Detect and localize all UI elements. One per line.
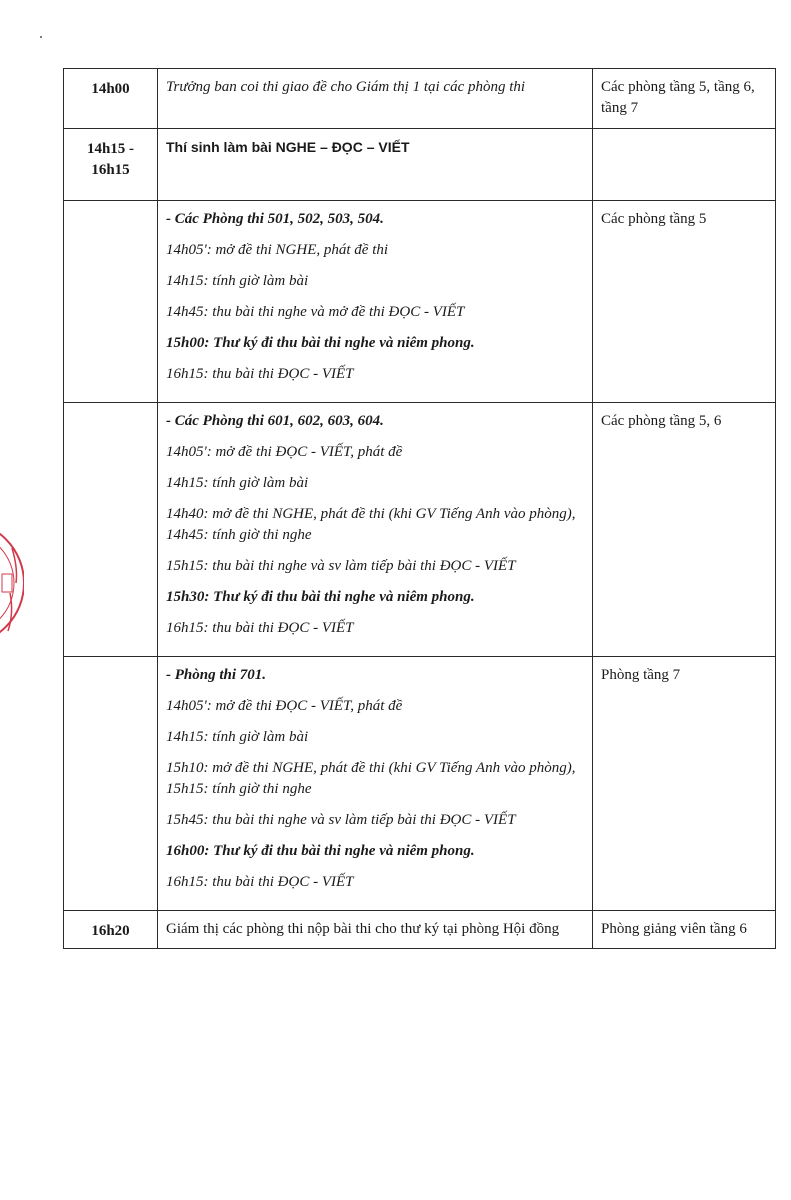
group-title: - Các Phòng thi 501, 502, 503, 504. bbox=[166, 211, 384, 227]
description-text: Thí sinh làm bài NGHE – ĐỌC – VIẾT bbox=[166, 139, 410, 155]
step-text: 14h05': mở đề thi NGHE, phát đề thi bbox=[166, 242, 389, 258]
group-title: - Các Phòng thi 601, 602, 603, 604. bbox=[166, 413, 384, 429]
table-row bbox=[64, 69, 776, 129]
step-text: 14h15: tính giờ làm bài bbox=[166, 729, 309, 745]
table-row bbox=[64, 403, 776, 657]
step-text: 14h05': mở đề thi ĐỌC - VIẾT, phát đề bbox=[166, 698, 403, 714]
description-cell bbox=[158, 403, 593, 657]
step-text: 14h40: mở đề thi NGHE, phát đề thi (khi GV Tiếng Anh vào phòng), 14h45: tính giờ thi nghe bbox=[166, 506, 576, 543]
location-cell bbox=[593, 129, 776, 201]
table-row bbox=[64, 129, 776, 201]
step-text: 16h00: Thư ký đi thu bài thi nghe và niêm phong. bbox=[166, 843, 475, 859]
time-cell bbox=[64, 201, 158, 403]
table-row bbox=[64, 657, 776, 911]
description-cell bbox=[158, 657, 593, 911]
time-cell bbox=[64, 403, 158, 657]
description-cell bbox=[158, 69, 593, 129]
description-cell bbox=[158, 201, 593, 403]
time-end: 16h15 bbox=[91, 162, 130, 178]
group-title: - Phòng thi 701. bbox=[166, 667, 267, 683]
description-cell bbox=[158, 129, 593, 201]
step-text: 14h45: thu bài thi nghe và mở đề thi ĐỌC - VIẾT bbox=[166, 304, 465, 320]
location-text: Phòng tầng 7 bbox=[601, 667, 681, 683]
step-text: 14h15: tính giờ làm bài bbox=[166, 475, 309, 491]
time-start: 14h15 - bbox=[86, 141, 135, 157]
location-cell bbox=[593, 657, 776, 911]
time-cell bbox=[64, 129, 158, 201]
time-cell bbox=[64, 657, 158, 911]
location-cell bbox=[593, 403, 776, 657]
step-text: 16h15: thu bài thi ĐỌC - VIẾT bbox=[166, 874, 354, 890]
step-text: 14h15: tính giờ làm bài bbox=[166, 273, 309, 289]
description-cell bbox=[158, 911, 593, 949]
step-text: 16h15: thu bài thi ĐỌC - VIẾT bbox=[166, 366, 354, 382]
location-text: Phòng giảng viên tầng 6 bbox=[601, 921, 747, 937]
location-text: Các phòng tầng 5, tầng 6, tầng 7 bbox=[601, 79, 755, 116]
exam-schedule-table bbox=[63, 68, 776, 949]
description-text: Giám thị các phòng thi nộp bài thi cho thư ký tại phòng Hội đồng bbox=[166, 921, 560, 937]
step-text: 15h00: Thư ký đi thu bài thi nghe và niêm phong. bbox=[166, 335, 475, 351]
time-cell: 16h20 bbox=[64, 911, 158, 949]
location-text: Các phòng tầng 5, 6 bbox=[601, 413, 722, 429]
location-cell bbox=[593, 201, 776, 403]
description-text: Trưởng ban coi thi giao đề cho Giám thị 1 tại các phòng thi bbox=[166, 79, 526, 95]
table-row bbox=[64, 911, 776, 949]
step-text: 15h45: thu bài thi nghe và sv làm tiếp bài thi ĐỌC - VIẾT bbox=[166, 812, 516, 828]
location-text: Các phòng tầng 5 bbox=[601, 211, 707, 227]
step-text: 16h15: thu bài thi ĐỌC - VIẾT bbox=[166, 620, 354, 636]
location-cell bbox=[593, 69, 776, 129]
table-row bbox=[64, 201, 776, 403]
step-text: 15h30: Thư ký đi thu bài thi nghe và niêm phong. bbox=[166, 589, 475, 605]
scan-speck bbox=[40, 36, 42, 38]
step-text: 14h05': mở đề thi ĐỌC - VIẾT, phát đề bbox=[166, 444, 403, 460]
step-text: 15h10: mở đề thi NGHE, phát đề thi (khi GV Tiếng Anh vào phòng), 15h15: tính giờ thi nghe bbox=[166, 760, 576, 797]
step-text: 15h15: thu bài thi nghe và sv làm tiếp bài thi ĐỌC - VIẾT bbox=[166, 558, 516, 574]
location-cell bbox=[593, 911, 776, 949]
red-stamp-partial bbox=[0, 508, 24, 658]
time-cell: 14h00 bbox=[64, 69, 158, 129]
